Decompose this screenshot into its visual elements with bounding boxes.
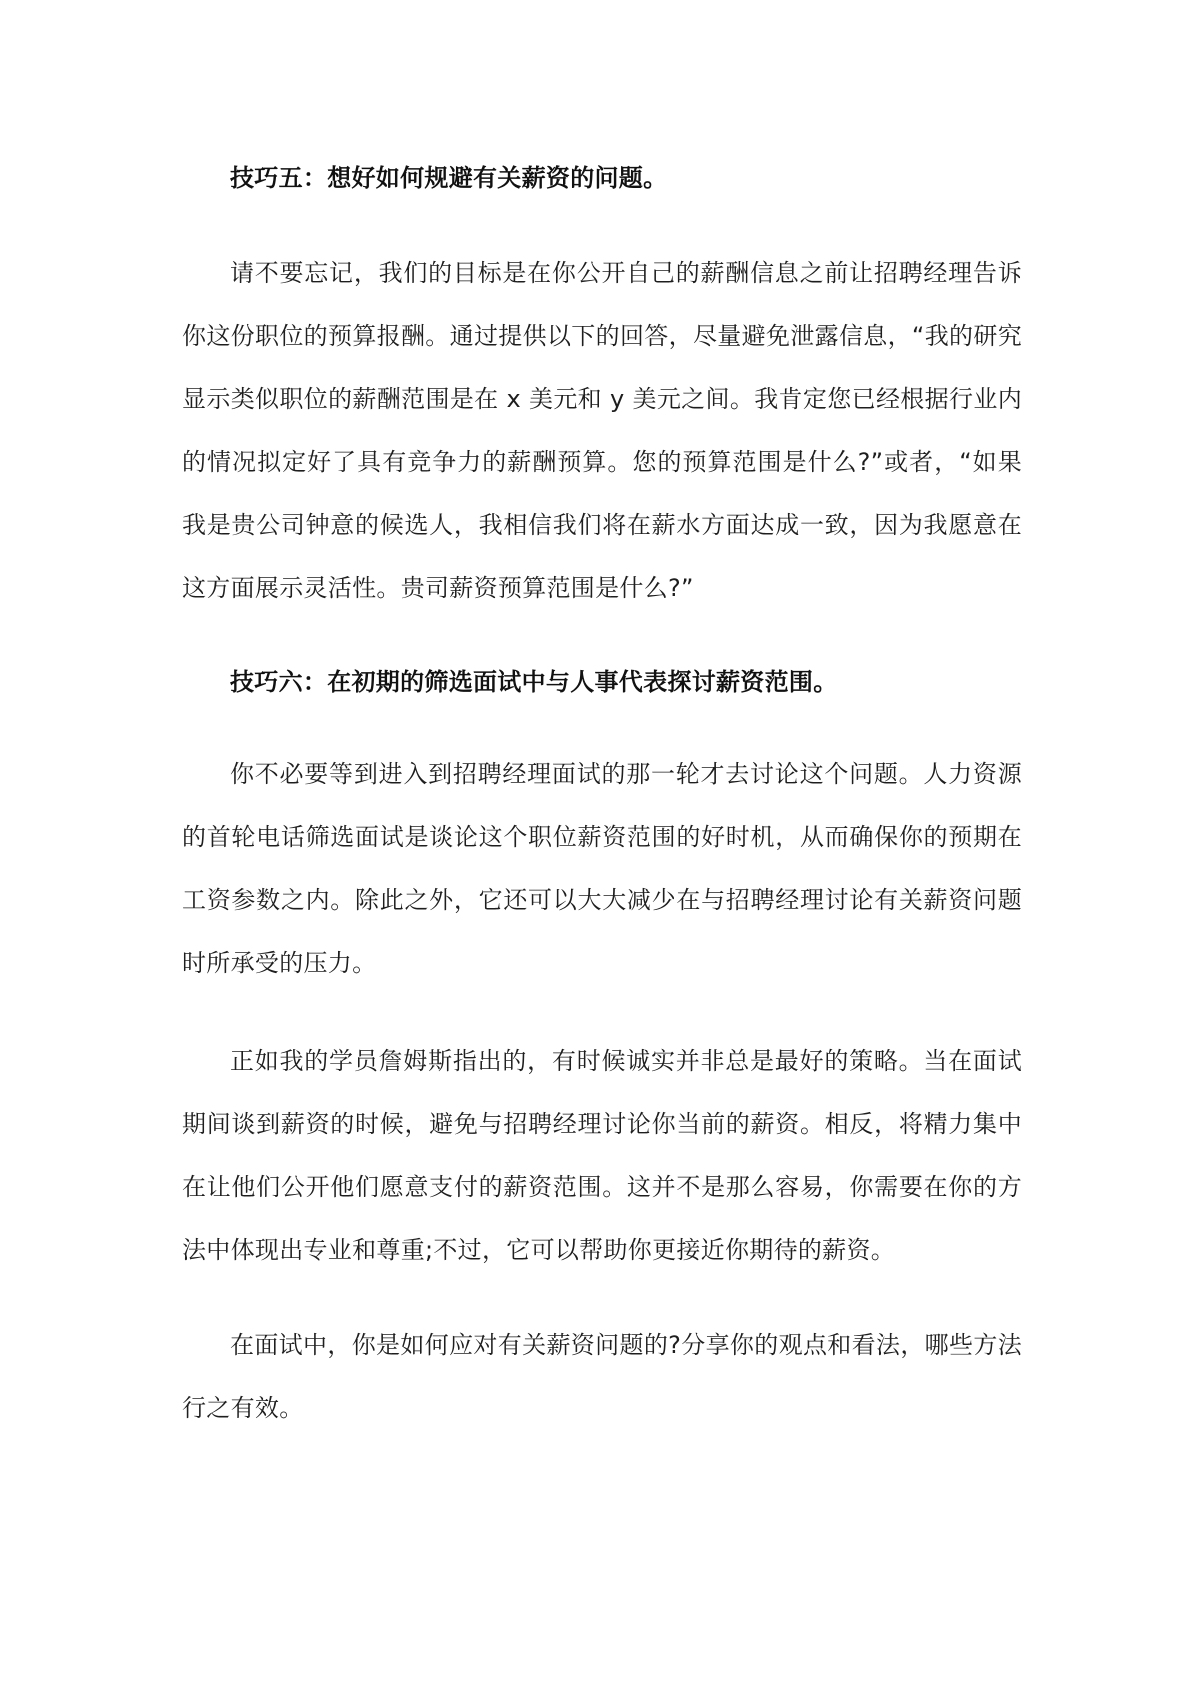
paragraph-closing-question: 在面试中，你是如何应对有关薪资问题的?分享你的观点和看法，哪些方法行之有效。 [182, 1331, 1022, 1422]
section-heading-tip-six: 技巧六：在初期的筛选面试中与人事代表探讨薪资范围。 [230, 668, 838, 696]
paragraph-hr-screening: 你不必要等到进入到招聘经理面试的那一轮才去讨论这个问题。人力资源的首轮电话筛选面试是谈论这个职位薪资范围的好时机，从而确保你的预期在工资参数之内。除此之外，它还可以大大减少在与招聘经理讨论有关薪资问题时所承受的压力。 [182, 760, 1022, 977]
paragraph-avoid-salary-disclosure: 请不要忘记，我们的目标是在你公开自己的薪酬信息之前让招聘经理告诉你这份职位的预算报酬。通过提供以下的回答，尽量避免泄露信息，“我的研究显示类似职位的薪酬范围是在 x 美元和 y 美元之间。我肯定您已经根据行业内的情况拟定好了具有竞争力的薪酬预算。您的预算范围是什么?”或者，“如果我是贵公司钟意的候选人，我相信我们将在薪水方面达成一致，因为我愿意在这方面展示灵活性。贵司薪资预算范围是什么?” [182, 259, 1022, 602]
section-heading-tip-five: 技巧五：想好如何规避有关薪资的问题。 [230, 164, 668, 192]
paragraph-honesty-strategy: 正如我的学员詹姆斯指出的，有时候诚实并非总是最好的策略。当在面试期间谈到薪资的时候，避免与招聘经理讨论你当前的薪资。相反，将精力集中在让他们公开他们愿意支付的薪资范围。这并不是那么容易，你需要在你的方法中体现出专业和尊重;不过，它可以帮助你更接近你期待的薪资。 [182, 1047, 1022, 1264]
